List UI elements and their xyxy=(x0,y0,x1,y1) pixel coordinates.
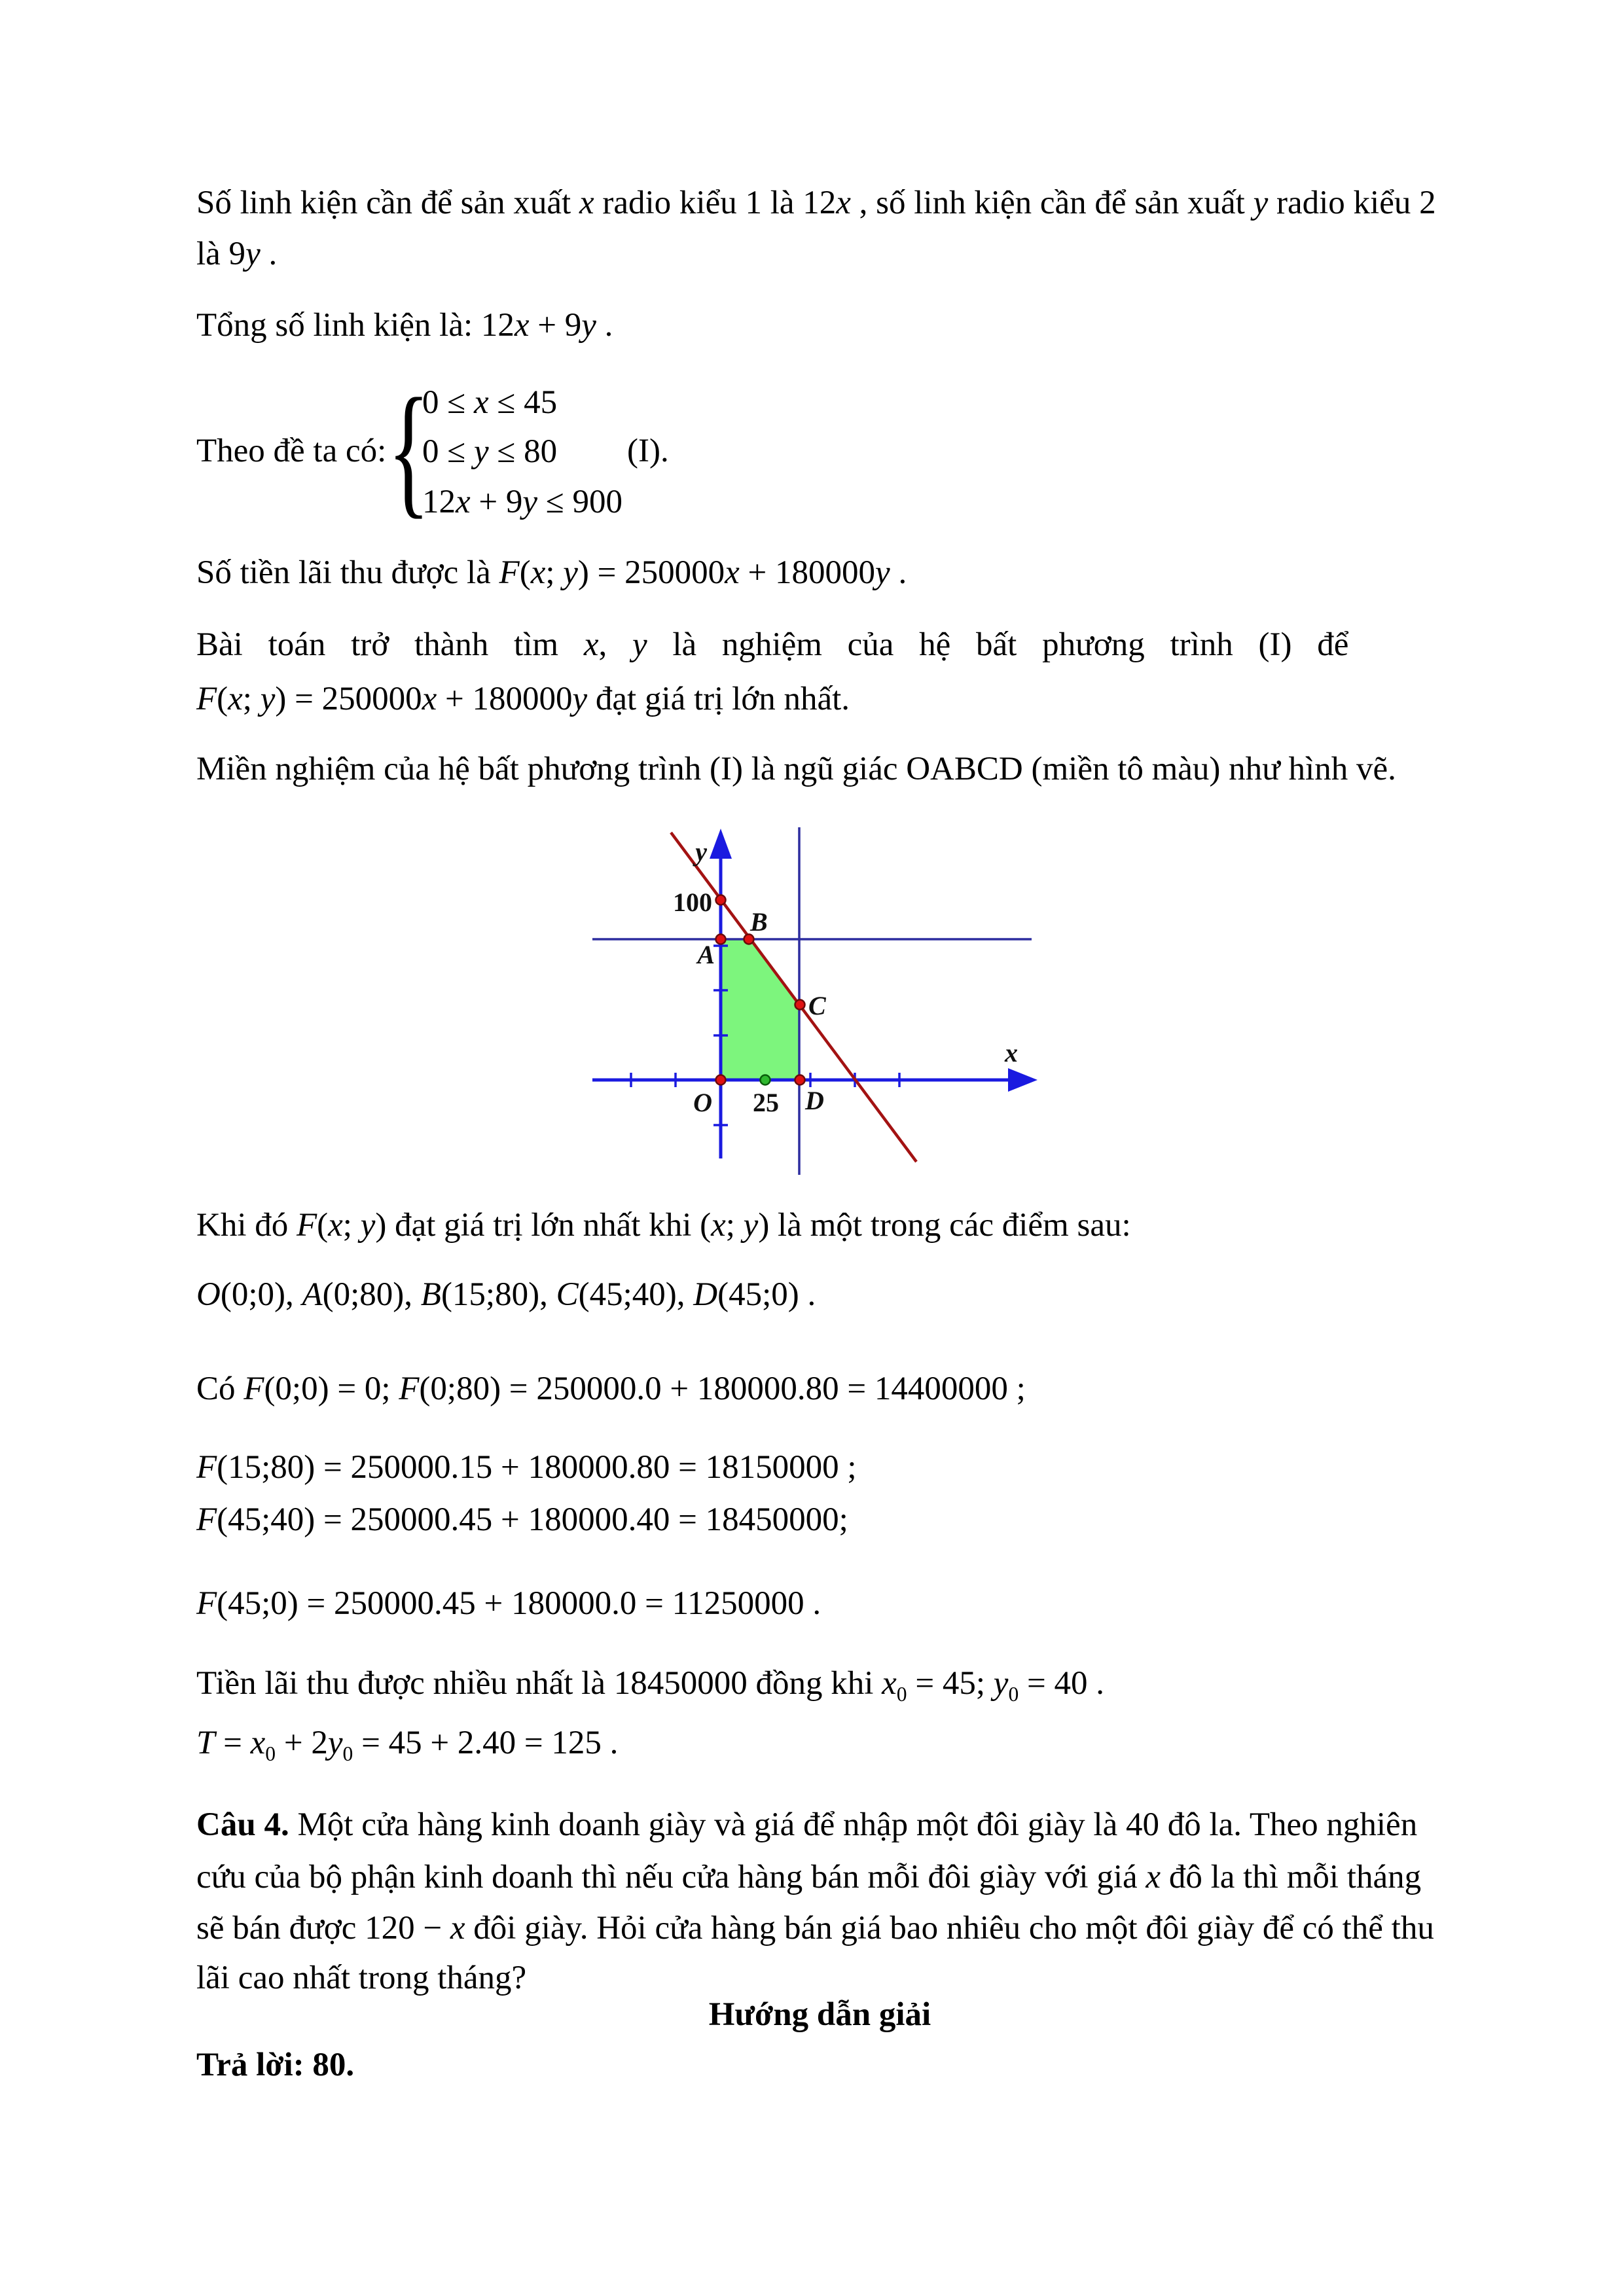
feasible-region-polygon xyxy=(721,939,800,1080)
label-O: O xyxy=(693,1088,712,1117)
text-line-p2: Tổng số linh kiện là: 12x + 9y . xyxy=(196,307,613,344)
text-line-p6: Miền nghiệm của hệ bất phương trình (I) là ngũ giác OABCD (miền tô màu) như hình vẽ. xyxy=(196,751,1396,787)
y-axis-label: y xyxy=(695,837,707,867)
system-label: Theo đề ta có: xyxy=(196,433,387,469)
text-line-p4: Số tiền lãi thu được là F(x; y) = 250000x + 180000y . xyxy=(196,554,907,591)
text-line-c4l4: lãi cao nhất trong tháng? xyxy=(196,1960,527,1996)
point-x25 xyxy=(761,1075,770,1085)
text-line-p1l2: là 9y . xyxy=(196,236,278,272)
text-line-p7: Khi đó F(x; y) đạt giá trị lớn nhất khi (x; y) là một trong các điểm sau: xyxy=(196,1207,1131,1244)
x-axis-label: x xyxy=(1005,1038,1018,1067)
text-line-p1l1: Số linh kiện cần để sản xuất x radio kiểu 1 là 12x , số linh kiện cần để sản xuất y radio kiểu 2 xyxy=(196,185,1436,221)
system-tag: (I). xyxy=(627,433,669,469)
text-line-p5l1: Bài toán trở thành tìm x, y là nghiệm của hệ bất phương trình (I) để xyxy=(196,626,1349,663)
text-line-p10: F(15;80) = 250000.15 + 180000.80 = 18150000 ; xyxy=(196,1449,857,1486)
point-D xyxy=(795,1075,805,1085)
label-B: B xyxy=(750,907,768,937)
label-C: C xyxy=(808,991,826,1020)
system-brace: { xyxy=(388,368,430,531)
point-A xyxy=(716,935,726,944)
system-row-3: 12x + 9y ≤ 900 xyxy=(422,484,623,520)
label-D: D xyxy=(805,1086,824,1115)
text-line-p5l2: F(x; y) = 250000x + 180000y đạt giá trị lớn nhất. xyxy=(196,681,850,717)
x-axis-arrow-icon xyxy=(1008,1068,1038,1092)
point-C xyxy=(795,1000,805,1010)
point-O xyxy=(716,1075,726,1085)
solution-heading: Hướng dẫn giải xyxy=(708,1996,931,2033)
text-line-p9: Có F(0;0) = 0; F(0;80) = 250000.0 + 180000.80 = 14400000 ; xyxy=(196,1371,1026,1407)
system-row-1: 0 ≤ x ≤ 45 xyxy=(422,384,558,421)
text-line-c4l2: cứu của bộ phận kinh doanh thì nếu cửa hàng bán mỗi đôi giày với giá x đô la thì mỗi tháng xyxy=(196,1859,1422,1895)
text-line-p12: F(45;0) = 250000.45 + 180000.0 = 11250000 . xyxy=(196,1585,821,1622)
text-line-c4l3: sẽ bán được 120 − x đôi giày. Hỏi cửa hàng bán giá bao nhiêu cho một đôi giày để có thể thu xyxy=(196,1910,1434,1946)
point-y100 xyxy=(716,895,726,905)
label-A: A xyxy=(697,940,715,969)
text-line-p11: F(45;40) = 250000.45 + 180000.40 = 18450000; xyxy=(196,1501,848,1538)
text-line-p8: O(0;0), A(0;80), B(15;80), C(45;40), D(45;0) . xyxy=(196,1276,816,1313)
feasible-region-figure xyxy=(576,818,1060,1185)
text-line-c4l1: Câu 4. Một cửa hàng kinh doanh giày và giá để nhập một đôi giày là 40 đô la. Theo nghiên xyxy=(196,1806,1418,1843)
system-row-2: 0 ≤ y ≤ 80 xyxy=(422,433,558,470)
text-line-p13: Tiền lãi thu được nhiều nhất là 18450000 đồng khi $x_0 = 45$; $y_0 = 40$ . xyxy=(196,1665,1105,1706)
y-intercept-label: 100 xyxy=(673,888,712,917)
answer-line: Trả lời: 80. xyxy=(196,2047,355,2083)
x-tick-label-25: 25 xyxy=(753,1088,779,1117)
text-line-p14: $T = x_0 + 2y_0 = 45 + 2.40 = 125$ . xyxy=(196,1725,619,1765)
y-axis-arrow-icon xyxy=(710,829,732,859)
